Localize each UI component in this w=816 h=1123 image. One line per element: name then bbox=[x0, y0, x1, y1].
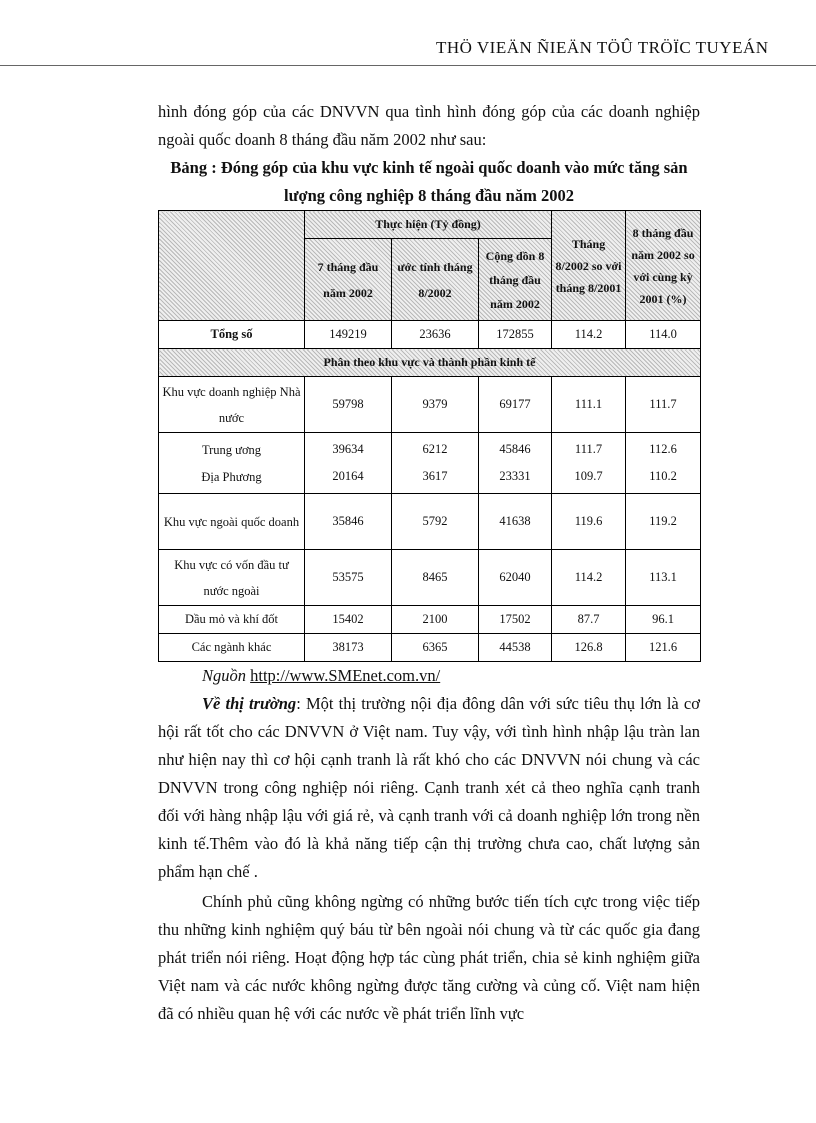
cell-value: 59798 bbox=[305, 377, 392, 433]
cell-value: 38173 bbox=[305, 634, 392, 662]
col-header-8thang: 8 tháng đầu năm 2002 so với cùng kỳ 2001 (%) bbox=[626, 211, 701, 321]
table-row bbox=[159, 634, 701, 662]
table-row bbox=[159, 377, 701, 433]
row-label: Các ngành khác bbox=[159, 634, 305, 662]
cell-value: 23331 bbox=[499, 469, 531, 483]
table-row bbox=[159, 550, 701, 606]
contribution-table bbox=[158, 210, 701, 662]
cell-value: 87.7 bbox=[552, 606, 626, 634]
cell-value: 9379 bbox=[392, 377, 479, 433]
table-row-group bbox=[159, 433, 701, 494]
cell-value: 35846 bbox=[305, 494, 392, 550]
market-paragraph bbox=[158, 690, 700, 886]
cell-value: 23636 bbox=[392, 321, 479, 349]
cell-value: 69177 bbox=[479, 377, 552, 433]
cell-value: 109.7 bbox=[574, 469, 603, 483]
cell-value: 41638 bbox=[479, 494, 552, 550]
cell-value: 111.7 bbox=[574, 442, 603, 456]
cell-value: 8465 bbox=[392, 550, 479, 606]
row-label: Khu vực doanh nghiệp Nhà nước bbox=[159, 377, 305, 433]
cell-value: 114.2 bbox=[552, 321, 626, 349]
header-divider bbox=[0, 65, 816, 66]
cell-value: 45846 bbox=[499, 442, 531, 456]
source-link[interactable]: http://www.SMEnet.com.vn/ bbox=[250, 666, 441, 685]
government-paragraph: Chính phủ cũng không ngừng có những bước tiến tích cực trong việc tiếp thu những kinh nghiệm quý báu từ bên ngoài nói chung và từ các quốc gia đang phát triển nói riêng. Hoạt động hợp tác cùng phát triển, chia sẻ kinh nghiệm giữa Việt nam và các nước không ngừng được tăng cường và củng cố. Việt nam hiện đã có nhiều quan hệ với các nước về phát triển lĩnh vực bbox=[158, 892, 700, 1023]
market-body: : Một thị trường nội địa đông dân với sức tiêu thụ lớn là cơ hội rất tốt cho các DNVVN ở Việt nam. Tuy vậy, với tình hình nhập lậu tràn lan như hiện nay thì cơ hội cạnh tranh là rất khó cho các DNVVN nói chung và các DNVVN trong công nghiệp nói riêng. Cạnh tranh xét cả theo nghĩa cạnh tranh đối với hàng nhập lậu với giá rẻ, và cạnh tranh với cả doanh nghiệp lớn trong nền kinh tế.Thêm vào đó là khả năng tiếp cận thị trường chưa cao, chất lượng sản phẩm hạn chế . bbox=[158, 694, 700, 881]
cell-value: 62040 bbox=[479, 550, 552, 606]
row-label: Tổng số bbox=[159, 321, 305, 349]
col-header-uoctinh: ước tính tháng 8/2002 bbox=[392, 239, 479, 321]
cell-value: 172855 bbox=[479, 321, 552, 349]
table-row-total bbox=[159, 321, 701, 349]
cell-value: 15402 bbox=[305, 606, 392, 634]
cell-value: 119.2 bbox=[626, 494, 701, 550]
row-label: Địa Phương bbox=[201, 470, 262, 484]
cell-value: 111.1 bbox=[552, 377, 626, 433]
col-header-congdon: Cộng dồn 8 tháng đầu năm 2002 bbox=[479, 239, 552, 321]
cell-value: 2100 bbox=[392, 606, 479, 634]
cell-value: 6212 bbox=[422, 442, 448, 456]
cell-value: 126.8 bbox=[552, 634, 626, 662]
row-label: Dầu mỏ và khí đốt bbox=[159, 606, 305, 634]
col-header-7thang: 7 tháng đầu năm 2002 bbox=[305, 239, 392, 321]
intro-paragraph: hình đóng góp của các DNVVN qua tình hình đóng góp của các doanh nghiệp ngoài quốc doanh 8 tháng đầu năm 2002 như sau: bbox=[158, 102, 700, 149]
cell-value: 3617 bbox=[422, 469, 448, 483]
cell-value: 17502 bbox=[479, 606, 552, 634]
cell-value: 113.1 bbox=[626, 550, 701, 606]
source-line bbox=[158, 662, 700, 690]
document-body bbox=[158, 96, 700, 1028]
cell-value: 5792 bbox=[392, 494, 479, 550]
cell-value: 149219 bbox=[305, 321, 392, 349]
cell-value: 6365 bbox=[392, 634, 479, 662]
cell-value: 111.7 bbox=[626, 377, 701, 433]
row-label: Khu vực ngoài quốc doanh bbox=[159, 494, 305, 550]
row-label: Khu vực có vốn đầu tư nước ngoài bbox=[159, 550, 305, 606]
source-label: Nguồn bbox=[202, 666, 247, 685]
cell-value: 39634 bbox=[332, 442, 364, 456]
table-row bbox=[159, 494, 701, 550]
cell-value: 110.2 bbox=[649, 469, 677, 483]
cell-value: 53575 bbox=[305, 550, 392, 606]
cell-value: 96.1 bbox=[626, 606, 701, 634]
cell-value: 112.6 bbox=[649, 442, 677, 456]
market-lead: Về thị trường bbox=[202, 694, 297, 713]
cell-value: 114.0 bbox=[626, 321, 701, 349]
cell-value: 114.2 bbox=[552, 550, 626, 606]
section-row: Phân theo khu vực và thành phần kinh tế bbox=[159, 349, 701, 377]
table-title: Bảng : Đóng góp của khu vực kinh tế ngoài quốc doanh vào mức tăng sản lượng công nghiệp 8 tháng đầu năm 2002 bbox=[170, 158, 688, 205]
page-header: THÖ VIEÄN ÑIEÄN TÖÛ TRÖÏC TUYEÁN bbox=[436, 38, 769, 57]
row-label: Trung ương bbox=[201, 443, 262, 457]
cell-value: 119.6 bbox=[552, 494, 626, 550]
cell-value: 20164 bbox=[332, 469, 364, 483]
group-header: Thực hiện (Tỷ đồng) bbox=[305, 211, 552, 239]
cell-value: 121.6 bbox=[626, 634, 701, 662]
table-row bbox=[159, 606, 701, 634]
cell-value: 44538 bbox=[479, 634, 552, 662]
corner-cell bbox=[159, 211, 305, 321]
col-header-thang8: Tháng 8/2002 so với tháng 8/2001 bbox=[552, 211, 626, 321]
